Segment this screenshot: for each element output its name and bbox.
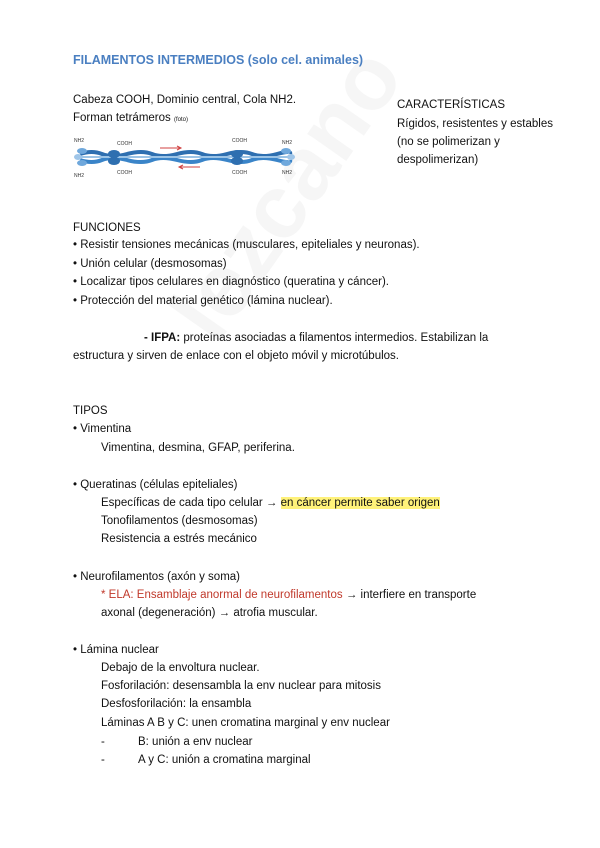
vimentina-detail: Vimentina, desmina, GFAP, periferina.: [101, 442, 295, 454]
tipo-vimentina: • Vimentina: [73, 423, 132, 435]
funciones-item: • Unión celular (desmosomas): [73, 258, 227, 270]
tipo-neurofilamentos: • Neurofilamentos (axón y soma): [73, 571, 241, 583]
label-cooh-bottom: COOH: [117, 170, 132, 176]
caracteristicas-line-3: despolimerizan): [397, 154, 479, 166]
intro-line-2: [73, 109, 188, 129]
tetramer-figure: [72, 134, 297, 182]
lamina-sub-1-dash: -: [101, 736, 105, 748]
page-title: FILAMENTOS INTERMEDIOS (solo cel. animales): [73, 53, 364, 67]
intro-photo-note: (foto): [173, 117, 188, 123]
lamina-sub-2-dash: -: [101, 754, 105, 766]
funciones-item: • Protección del material genético (lámina nuclear).: [73, 295, 333, 307]
ela-rest: → interfiere en transporte: [342, 589, 477, 601]
label-cooh-top: COOH: [117, 141, 132, 147]
tipo-lamina-nuclear: • Lámina nuclear: [73, 644, 159, 656]
funciones-item: • Resistir tensiones mecánicas (musculares, epiteliales y neuronas).: [73, 239, 420, 251]
ifpa-line-1-rest: proteínas asociadas a filamentos intermedios. Estabilizan la: [180, 332, 489, 344]
tipos-heading: TIPOS: [73, 405, 108, 417]
queratinas-highlight: en cáncer permite saber origen: [280, 497, 440, 509]
ifpa-line-1: [144, 329, 488, 347]
caracteristicas-line-1: Rígidos, resistentes y estables: [397, 118, 553, 130]
label-nh2-right-bottom: NH2: [282, 170, 293, 176]
queratinas-detail-1: [101, 494, 440, 512]
caracteristicas-line-2: (no se polimerizan y: [397, 136, 500, 148]
ifpa-line-2: estructura y sirven de enlace con el objeto móvil y microtúbulos.: [73, 350, 399, 362]
label-nh2-left-top: NH2: [74, 138, 85, 144]
ela-red-text: * ELA: Ensamblaje anormal de neurofilamentos: [101, 589, 343, 601]
caracteristicas-heading: CARACTERÍSTICAS: [397, 99, 505, 111]
label-nh2-right-top: NH2: [282, 140, 293, 146]
funciones-heading: FUNCIONES: [73, 222, 141, 234]
label-cooh-top-right: COOH: [232, 138, 247, 144]
queratinas-detail-2: Tonofilamentos (desmosomas): [101, 515, 258, 527]
label-nh2-left-bottom: NH2: [74, 173, 85, 179]
tetramer-diagram: [72, 134, 297, 182]
intro-line-2-text: Forman tetrámeros: [73, 112, 171, 124]
lamina-sub-2: A y C: unión a cromatina marginal: [138, 754, 311, 766]
lamina-line-1: Debajo de la envoltura nuclear.: [101, 662, 260, 674]
ela-line-1: [101, 586, 476, 604]
queratinas-detail-1-text: Específicas de cada tipo celular →: [101, 497, 278, 509]
label-cooh-bottom-right: COOH: [232, 170, 247, 176]
lamina-line-2: Fosforilación: desensambla la env nuclear para mitosis: [101, 680, 381, 692]
ifpa-prefix: - IFPA:: [144, 332, 181, 344]
intro-line-1: Cabeza COOH, Dominio central, Cola NH2.: [73, 94, 297, 106]
lamina-line-4: Láminas A B y C: unen cromatina marginal y env nuclear: [101, 717, 390, 729]
ela-line-2: axonal (degeneración) → atrofia muscular.: [101, 607, 318, 619]
tipo-queratinas: • Queratinas (células epiteliales): [73, 479, 238, 491]
lamina-line-3: Desfosforilación: la ensambla: [101, 698, 252, 710]
funciones-item: • Localizar tipos celulares en diagnóstico (queratina y cáncer).: [73, 276, 389, 288]
queratinas-detail-3: Resistencia a estrés mecánico: [101, 533, 257, 545]
lamina-sub-1: B: unión a env nuclear: [138, 736, 253, 748]
